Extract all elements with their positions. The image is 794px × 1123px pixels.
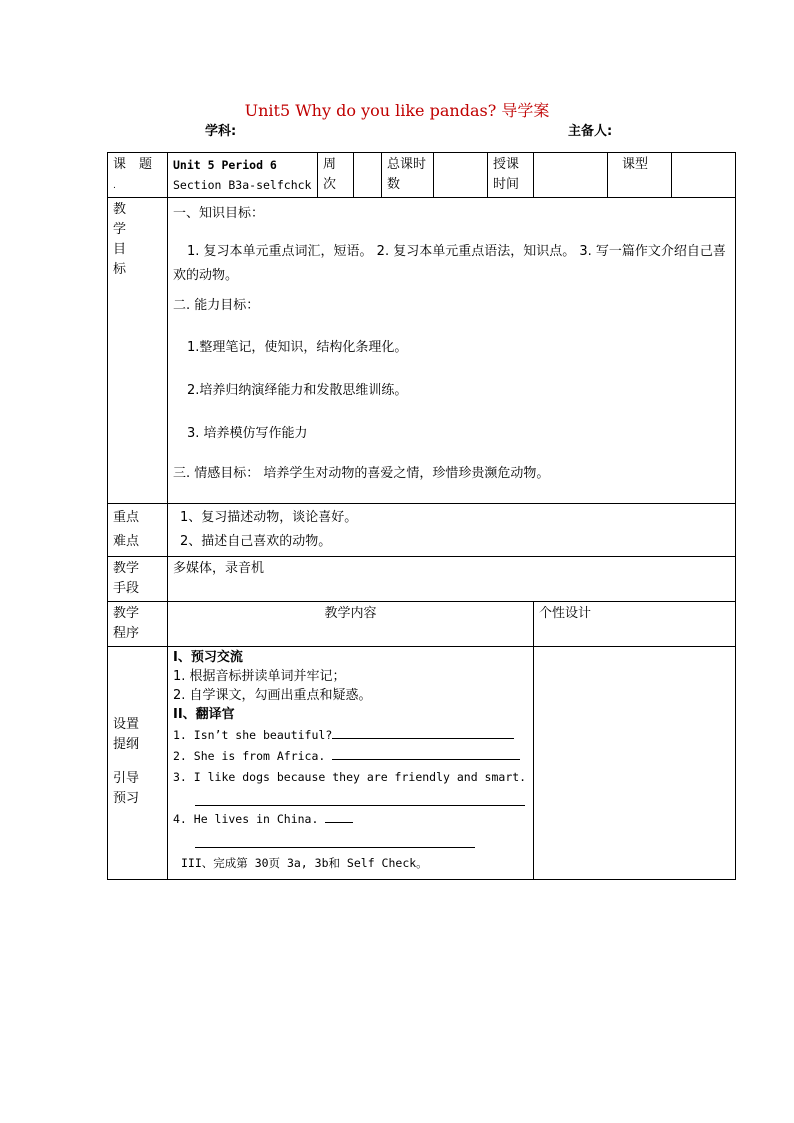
section-title: II、翻译官	[173, 707, 235, 722]
difficulties-label: 难点	[113, 534, 140, 549]
emotion-goal: 三. 情感目标： 培养学生对动物的喜爱之情，珍惜珍贵濒危动物。	[173, 466, 550, 481]
answer-blank[interactable]	[332, 759, 520, 760]
sentence: 3. I like dogs because they are friendly and smart.	[173, 770, 527, 784]
unit-label: Unit 5 Period 6	[173, 158, 277, 172]
procedure-row	[108, 602, 736, 647]
content-header: 教学内容	[324, 606, 377, 621]
preparer-label: 主备人:	[568, 124, 613, 139]
objectives-label: 教学目标	[113, 202, 127, 277]
key-points-content	[168, 504, 736, 557]
teach-time-label: 授课时间	[493, 157, 520, 192]
type-value-cell	[672, 153, 736, 198]
translation-item	[173, 768, 528, 787]
means-content	[168, 557, 736, 602]
personal-header-cell	[534, 602, 736, 647]
ability-item: 1.整理笔记，使知识，结构化条理化。	[187, 340, 408, 355]
sentence: 4. He lives in China.	[173, 812, 319, 826]
preview-content	[168, 647, 534, 880]
lesson-plan-table	[107, 152, 736, 880]
objectives-row	[108, 198, 736, 504]
preview-row	[108, 647, 736, 880]
key-point-item: 1、复习描述动物，谈论喜好。	[180, 510, 358, 525]
total-label: 总课时数	[387, 157, 427, 192]
topic-cell	[168, 153, 318, 198]
total-value-cell	[434, 153, 488, 198]
key-points-label-cell	[108, 504, 168, 557]
section-label: Section B3a-selfchck	[173, 178, 312, 192]
means-value: 多媒体，录音机	[173, 561, 265, 576]
knowledge-text: 1. 复习本单元重点词汇，短语。 2. 复习本单元重点语法，知识点。 3. 写一篇作文介绍自己喜欢的动物。	[173, 244, 726, 283]
translation-item	[173, 747, 528, 766]
translation-item	[173, 810, 528, 829]
type-label-cell	[608, 153, 672, 198]
answer-blank[interactable]	[195, 787, 525, 806]
means-label-cell	[108, 557, 168, 602]
subject-label: 学科:	[205, 124, 237, 139]
ability-item: 2.培养归纳演绎能力和发散思维训练。	[187, 383, 408, 398]
key-points-row	[108, 504, 736, 557]
knowledge-title: 一、知识目标：	[173, 206, 265, 221]
preview-item: 1. 根据音标拼读单词并牢记；	[173, 669, 346, 684]
guide-label: 引导预习	[113, 771, 140, 806]
objectives-content	[168, 198, 736, 504]
topic-label: 课 题	[113, 157, 153, 172]
preview-item: 2. 自学课文，勾画出重点和疑惑。	[173, 688, 372, 703]
outline-label: 设置提纲	[113, 717, 140, 752]
procedure-label: 教学程序	[113, 606, 140, 641]
answer-blank[interactable]	[332, 738, 514, 739]
ability-item: 3. 培养模仿写作能力	[187, 426, 308, 441]
translation-item	[173, 726, 528, 745]
key-point-item: 2、描述自己喜欢的动物。	[180, 534, 332, 549]
answer-blank[interactable]	[325, 822, 353, 823]
ability-title: 二. 能力目标：	[173, 298, 260, 313]
procedure-label-cell	[108, 602, 168, 647]
week-label: 周次	[323, 157, 337, 192]
header-row	[108, 153, 736, 198]
means-row	[108, 557, 736, 602]
topic-label-cell	[108, 153, 168, 198]
sentence: 2. She is from Africa.	[173, 749, 326, 763]
week-value-cell	[354, 153, 382, 198]
teach-time-value-cell	[534, 153, 608, 198]
key-points-label: 重点	[113, 510, 140, 525]
topic-dot: .	[113, 181, 116, 191]
total-label-cell	[382, 153, 434, 198]
means-label: 教学手段	[113, 561, 140, 596]
sentence: 1. Isn’t she beautiful?	[173, 728, 333, 742]
personal-design-cell[interactable]	[534, 647, 736, 880]
objectives-label-cell	[108, 198, 168, 504]
teach-time-label-cell	[488, 153, 534, 198]
answer-blank[interactable]	[195, 829, 475, 848]
week-label-cell	[318, 153, 354, 198]
preview-label-cell	[108, 647, 168, 880]
type-label: 课型	[622, 157, 649, 172]
content-header-cell	[168, 602, 534, 647]
section-title: I、预习交流	[173, 650, 243, 665]
personal-header: 个性设计	[539, 606, 592, 621]
task-instruction: III、完成第 30页 3a, 3b和 Self Check。	[181, 856, 428, 870]
page-title: Unit5 Why do you like pandas? 导学案	[244, 101, 550, 120]
